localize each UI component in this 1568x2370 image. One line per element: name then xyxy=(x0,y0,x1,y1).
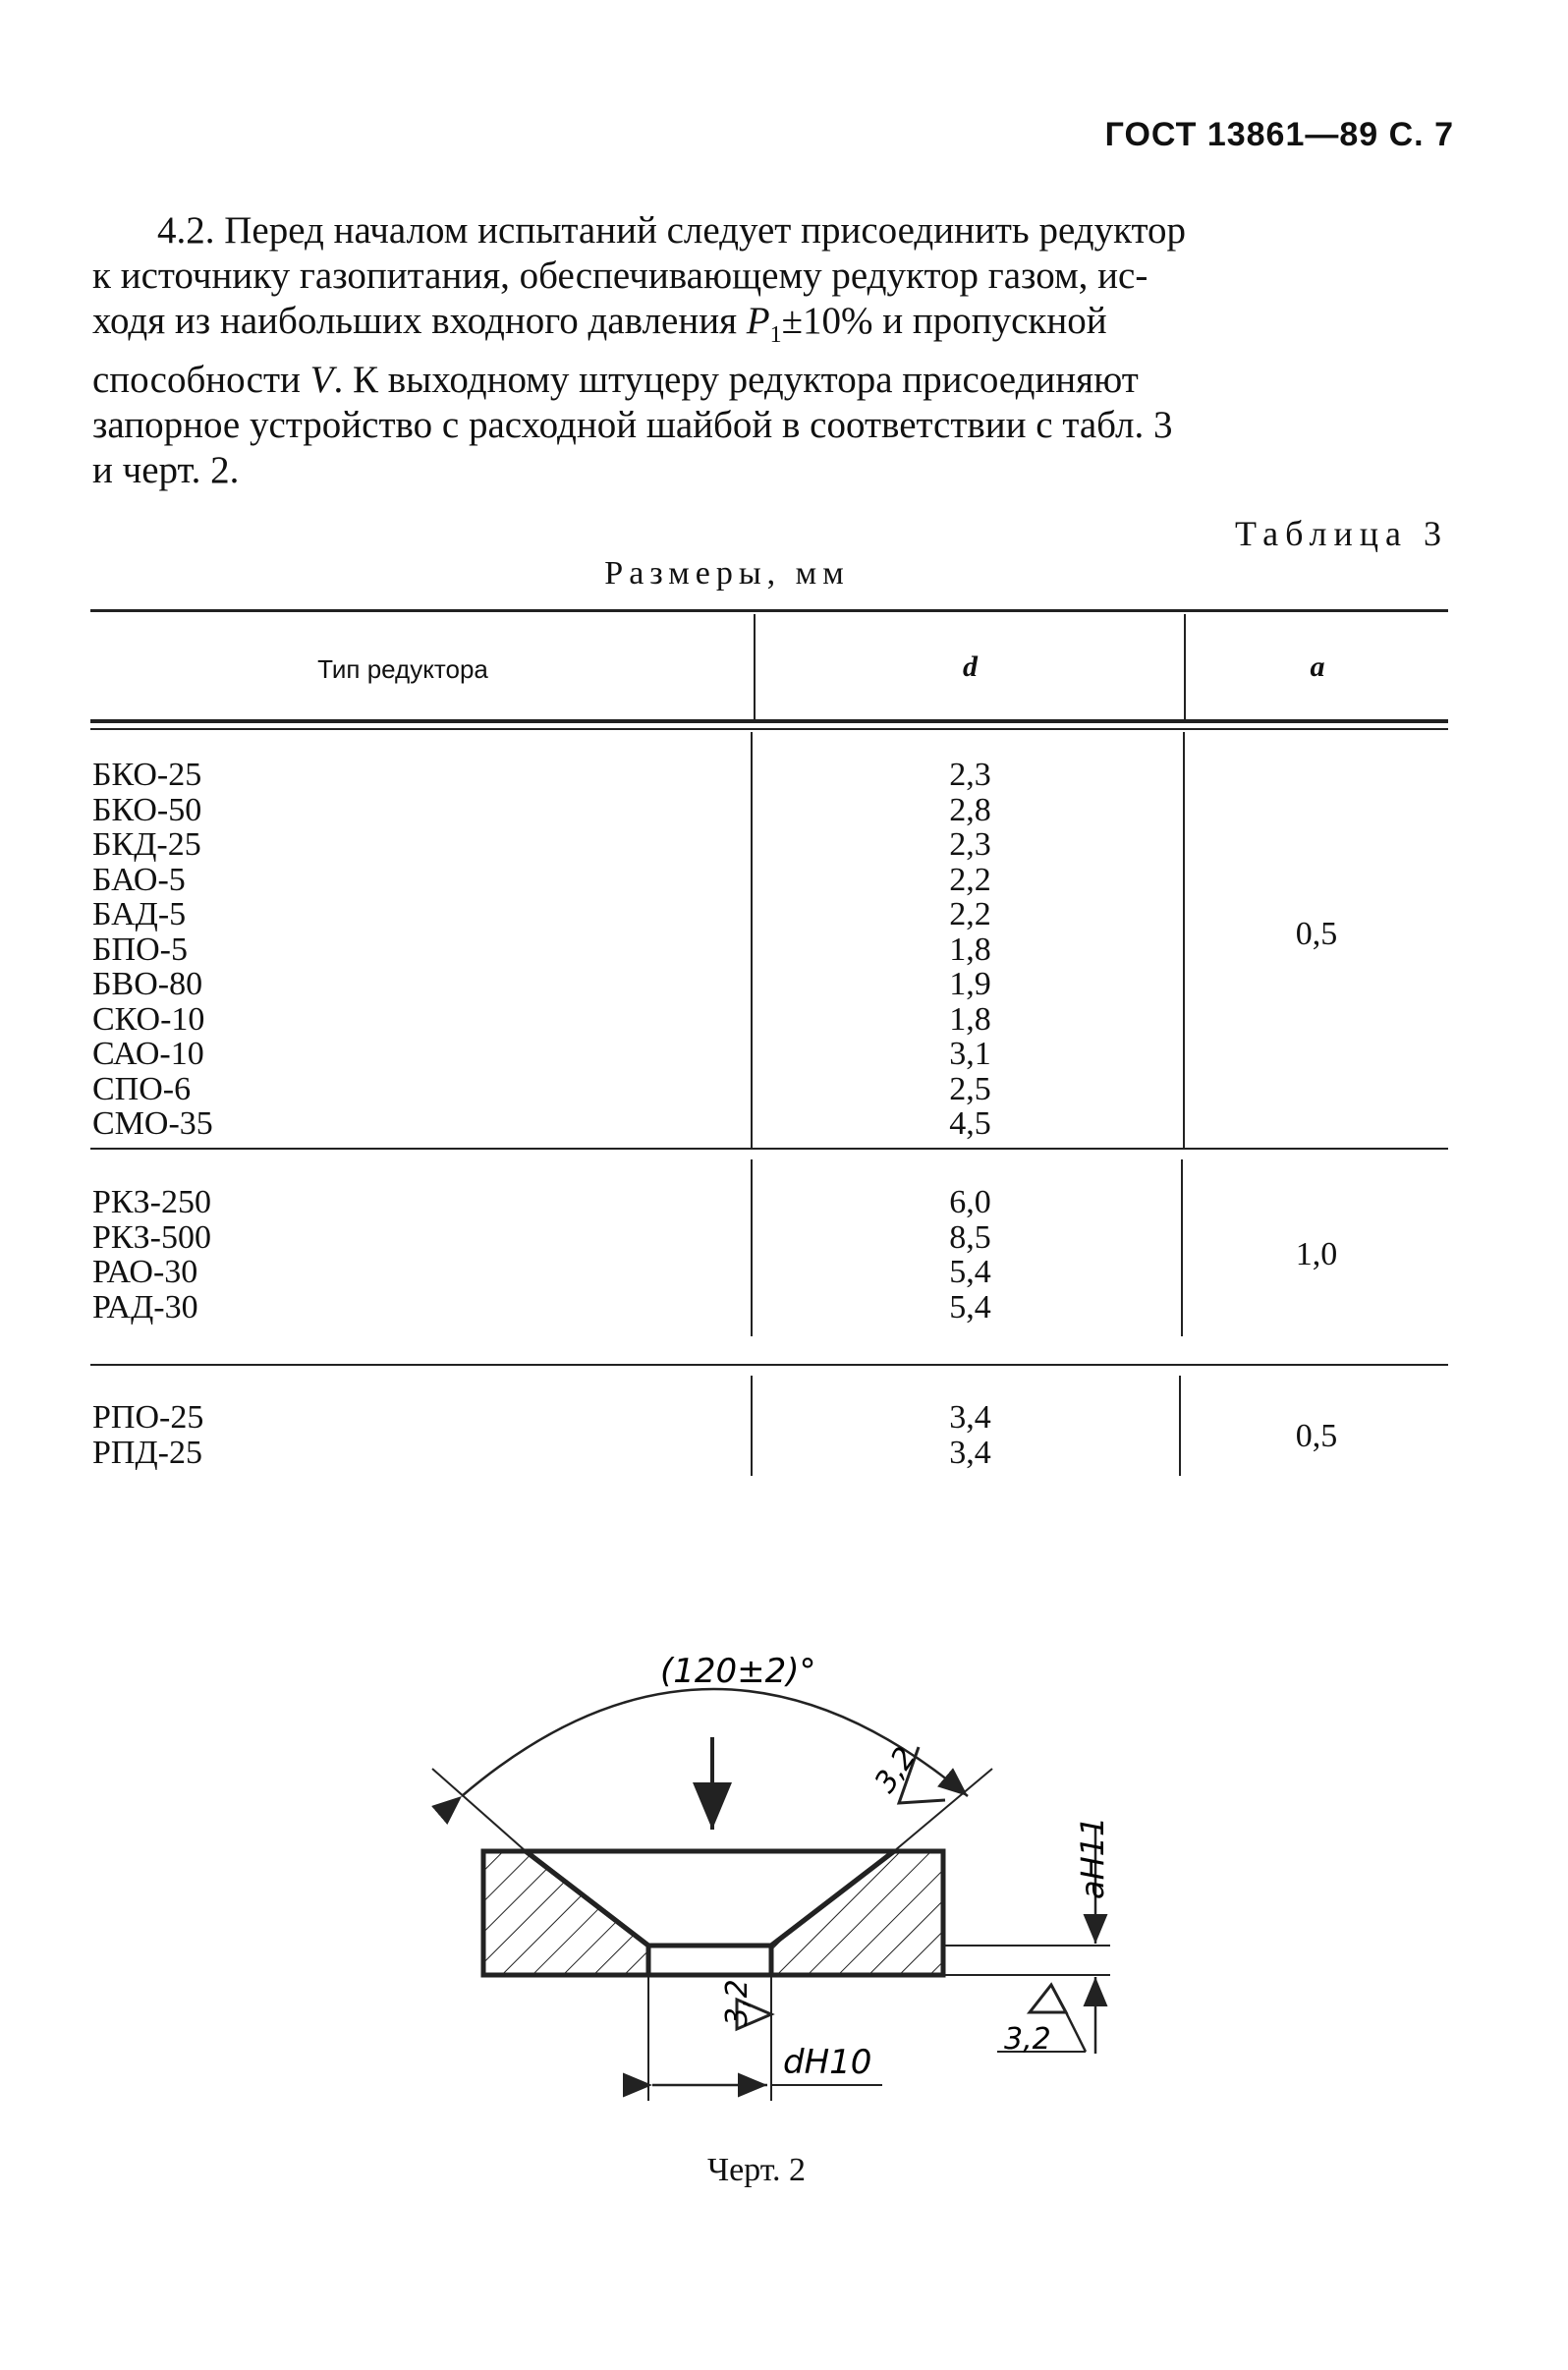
paragraph-4-2 xyxy=(92,208,1448,493)
paragraph-line: 4.2. Перед началом испытаний следует присоединить редуктор xyxy=(157,209,1187,252)
roughness-label: 3,2 xyxy=(720,1979,755,2026)
paragraph-line: к источнику газопитания, обеспечивающему редуктор газом, ис- xyxy=(92,254,1148,297)
header-d: d xyxy=(963,650,978,683)
d-value-list xyxy=(747,1400,1194,1470)
reducer-type-list xyxy=(92,758,213,1142)
list-item: СПО-6 xyxy=(92,1070,192,1107)
list-item: СКО-10 xyxy=(92,1000,205,1038)
paragraph-text: способности xyxy=(92,358,310,401)
list-item: 1,8 xyxy=(949,931,991,968)
table-header-rule-2 xyxy=(90,728,1448,730)
list-item: 6,0 xyxy=(949,1184,991,1220)
list-item: БАО-5 xyxy=(92,861,186,898)
list-item: РКЗ-250 xyxy=(92,1184,211,1220)
washer-section-right xyxy=(771,1851,943,1975)
paragraph-line: и черт. 2. xyxy=(92,448,240,491)
group-divider xyxy=(90,1364,1448,1366)
header-type: Тип редуктора xyxy=(317,654,488,684)
column-divider xyxy=(754,614,756,720)
diameter-label: dH10 xyxy=(783,2043,872,2082)
roughness-symbol-icon xyxy=(1030,1985,1066,2012)
list-item: 1,9 xyxy=(949,966,991,1002)
list-item: 3,4 xyxy=(949,1434,991,1471)
a-value: 1,0 xyxy=(1295,1236,1338,1272)
list-item: БПО-5 xyxy=(92,931,188,968)
reducer-type-list xyxy=(92,1400,203,1470)
list-item: РПД-25 xyxy=(92,1434,202,1471)
washer-section-left xyxy=(483,1851,648,1975)
group-divider xyxy=(90,1148,1448,1150)
a-value: 0,5 xyxy=(1295,916,1338,952)
list-item: 2,2 xyxy=(949,896,991,932)
flow-variable: V xyxy=(309,358,334,401)
list-item: СМО-35 xyxy=(92,1105,213,1142)
list-item: 3,1 xyxy=(949,1036,991,1072)
paragraph-line xyxy=(92,299,1448,358)
washer-bore xyxy=(648,1946,771,1975)
paragraph-text: . К выходному штуцеру редуктора присоединяют xyxy=(333,358,1139,401)
table-units: Размеры, мм xyxy=(604,555,850,592)
roughness-label: 3,2 xyxy=(1004,2022,1051,2057)
page-header: ГОСТ 13861—89 С. 7 xyxy=(1104,116,1454,153)
list-item: САО-10 xyxy=(92,1036,204,1072)
list-item: БАД-5 xyxy=(92,896,187,932)
paragraph-line xyxy=(92,358,1448,403)
list-item: РКЗ-500 xyxy=(92,1218,211,1256)
a-value: 0,5 xyxy=(1295,1418,1338,1454)
pressure-subscript: 1 xyxy=(769,321,782,348)
header-a: a xyxy=(1310,650,1325,683)
roughness-leader xyxy=(1066,2012,1086,2052)
list-item: 1,8 xyxy=(949,1000,991,1038)
list-item: РАО-30 xyxy=(92,1254,198,1290)
list-item: РАД-30 xyxy=(92,1288,198,1326)
table-top-rule xyxy=(90,609,1448,612)
list-item: 3,4 xyxy=(949,1399,991,1436)
list-item: БКО-50 xyxy=(92,791,202,828)
list-item: 2,5 xyxy=(949,1070,991,1107)
paragraph-text: ±10% и пропускной xyxy=(781,300,1107,342)
list-item: 5,4 xyxy=(949,1254,991,1290)
list-item: БКО-25 xyxy=(92,757,202,793)
d-value-list xyxy=(747,1185,1194,1325)
table-header-rule xyxy=(90,719,1448,723)
list-item: 2,3 xyxy=(949,826,991,863)
d-value-list xyxy=(747,758,1194,1142)
list-item: 2,3 xyxy=(949,757,991,793)
list-item: 5,4 xyxy=(949,1288,991,1326)
washer-drawing xyxy=(0,1572,1568,2122)
list-item: 2,2 xyxy=(949,861,991,898)
pressure-variable: P xyxy=(746,300,770,342)
roughness-label: 3,2 xyxy=(868,1740,924,1799)
paragraph-line: запорное устройство с расходной шайбой в соответствии с табл. 3 xyxy=(92,403,1173,446)
list-item: 8,5 xyxy=(949,1218,991,1256)
figure-caption: Черт. 2 xyxy=(706,2152,807,2188)
reducer-type-list xyxy=(92,1185,211,1325)
paragraph-text: ходя из наибольших входного давления xyxy=(92,300,747,342)
height-label: aH11 xyxy=(1074,1816,1111,1899)
list-item: РПО-25 xyxy=(92,1399,204,1436)
list-item: 2,8 xyxy=(949,791,991,828)
list-item: БВО-80 xyxy=(92,966,203,1002)
angle-label: (120±2)° xyxy=(660,1652,816,1691)
table-caption: Таблица 3 xyxy=(1235,514,1448,553)
list-item: БКД-25 xyxy=(92,826,201,863)
list-item: 4,5 xyxy=(949,1105,991,1142)
